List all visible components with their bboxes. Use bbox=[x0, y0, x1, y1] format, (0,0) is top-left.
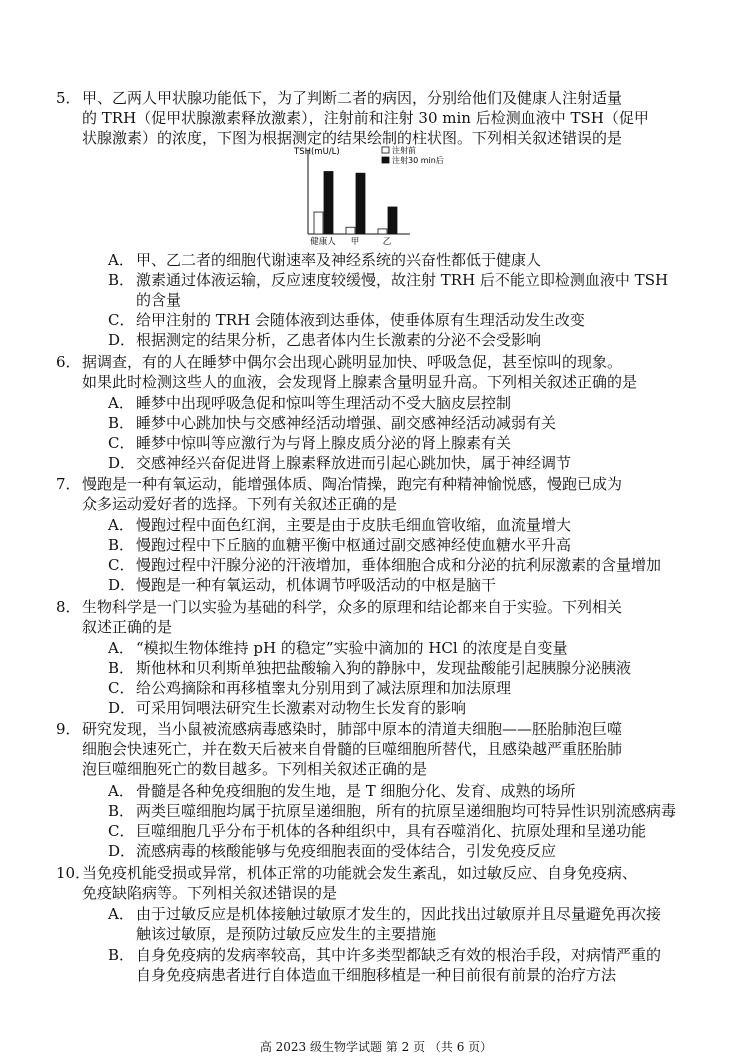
question-number: 9． bbox=[56, 720, 81, 738]
option-d[interactable] bbox=[108, 330, 688, 350]
question-line: 研究发现，当小鼠被流感病毒感染时，肺部中原本的清道夫细胞——胚胎肺泡巨噬 bbox=[82, 720, 623, 738]
option-key: B． bbox=[108, 271, 135, 289]
bar-after bbox=[356, 173, 365, 234]
option-text: 慢跑过程中面色红润，主要是由于皮肤毛细血管收缩，血流量增大 bbox=[136, 516, 572, 534]
legend-swatch-before bbox=[382, 147, 389, 153]
option-key: C． bbox=[108, 311, 135, 329]
option-d[interactable] bbox=[108, 841, 688, 861]
question-6 bbox=[56, 352, 682, 392]
question-line: 生物科学是一门以实验为基础的科学，众多的原理和结论都来自于实验。下列相关 bbox=[82, 598, 623, 616]
option-text: 流感病毒的核酸能够与免疫细胞表面的受体结合，引发免疫反应 bbox=[136, 842, 557, 860]
option-b[interactable] bbox=[108, 801, 688, 821]
y-axis-label: TSH(mU/L) bbox=[294, 147, 340, 157]
option-a[interactable] bbox=[108, 781, 688, 801]
option-key: B． bbox=[108, 659, 135, 677]
bar-before bbox=[346, 227, 355, 234]
option-text: 给甲注射的 TRH 会随体液到达垂体，使垂体原有生理活动发生改变 bbox=[136, 311, 585, 329]
option-text: 交感神经兴奋促进肾上腺素释放进而引起心跳加快，属于神经调节 bbox=[136, 454, 572, 472]
question-5-options bbox=[108, 250, 688, 350]
option-a[interactable] bbox=[108, 638, 688, 658]
option-key: B． bbox=[108, 536, 135, 554]
option-key: B． bbox=[108, 802, 135, 820]
option-b[interactable] bbox=[108, 535, 688, 555]
question-line: 如果此时检测这些人的血液，会发现肾上腺素含量明显升高。下列相关叙述正确的是 bbox=[82, 373, 638, 391]
option-text: 的含量 bbox=[136, 291, 182, 309]
option-text: 慢跑是一种有氧运动，机体调节呼吸活动的中枢是脑干 bbox=[136, 576, 497, 594]
option-text: 睡梦中心跳加快与交感神经活动增强、副交感神经活动减弱有关 bbox=[136, 414, 557, 432]
option-key: B． bbox=[108, 946, 135, 964]
option-key: D． bbox=[108, 576, 136, 594]
legend-label-before: 注射前 bbox=[392, 146, 416, 155]
question-number: 7． bbox=[56, 475, 81, 493]
bar-after bbox=[324, 172, 333, 234]
question-7 bbox=[56, 474, 682, 514]
question-8-options bbox=[108, 638, 688, 718]
option-text: 触该过敏原，是预防过敏反应发生的主要措施 bbox=[136, 925, 437, 943]
option-key: D． bbox=[108, 331, 136, 349]
question-line: 的 TRH（促甲状腺激素释放激素），注射前和注射 30 min 后检测血液中 TSH（促甲 bbox=[82, 109, 649, 127]
option-c[interactable] bbox=[108, 821, 688, 841]
question-line: 叙述正确的是 bbox=[82, 618, 173, 636]
option-text: 甲、乙二者的细胞代谢速率及神经系统的兴奋性都低于健康人 bbox=[136, 251, 542, 269]
question-line: 当免疫机能受损或异常，机体正常的功能就会发生紊乱，如过敏反应、自身免疫病、 bbox=[82, 864, 638, 882]
option-text: 睡梦中惊叫等应激行为与肾上腺皮质分泌的肾上腺素有关 bbox=[136, 434, 512, 452]
question-line: 甲、乙两人甲状腺功能低下，为了判断二者的病因，分别给他们及健康人注射适量 bbox=[82, 89, 623, 107]
option-key: A． bbox=[108, 251, 134, 269]
question-number: 6． bbox=[56, 353, 81, 371]
option-a[interactable] bbox=[108, 515, 688, 535]
option-key: A． bbox=[108, 782, 134, 800]
question-line: 慢跑是一种有氧运动，能增强体质、陶冶情操，跑完有种精神愉悦感，慢跑已成为 bbox=[82, 475, 623, 493]
tsh-bar-chart bbox=[292, 146, 472, 246]
option-key: D． bbox=[108, 699, 136, 717]
question-10-options bbox=[108, 904, 688, 985]
option-key: A． bbox=[108, 905, 134, 923]
option-c[interactable] bbox=[108, 678, 688, 698]
option-text: 由于过敏反应是机体接触过敏原才发生的，因此找出过敏原并且尽量避免再次接 bbox=[136, 905, 662, 923]
option-text: 骨髓是各种免疫细胞的发生地，是 T 细胞分化、发育、成熟的场所 bbox=[136, 782, 576, 800]
question-line: 泡巨噬细胞死亡的数目越多。下列相关叙述正确的是 bbox=[82, 760, 428, 778]
option-key: D． bbox=[108, 842, 136, 860]
question-10 bbox=[56, 863, 682, 903]
option-b[interactable] bbox=[108, 270, 688, 310]
option-d[interactable] bbox=[108, 575, 688, 595]
question-line: 免疫缺陷病等。下列相关叙述错误的是 bbox=[82, 884, 338, 902]
option-key: A． bbox=[108, 639, 134, 657]
option-text: 激素通过体液运输，反应速度较缓慢，故注射 TRH 后不能立即检测血液中 TSH bbox=[136, 271, 669, 289]
chart-bars bbox=[314, 172, 397, 234]
question-line: 据调查，有的人在睡梦中偶尔会出现心跳明显加快、呼吸急促，甚至惊叫的现象。 bbox=[82, 353, 623, 371]
question-line: 众多运动爱好者的选择。下列有关叙述正确的是 bbox=[82, 495, 398, 513]
option-text: 巨噬细胞几乎分布于机体的各种组织中，具有吞噬消化、抗原处理和呈递功能 bbox=[136, 822, 647, 840]
page-footer: 高 2023 级生物学试题 第 2 页 （共 6 页） bbox=[259, 1040, 493, 1054]
option-text: 慢跑过程中下丘脑的血糖平衡中枢通过副交感神经使血糖水平升高 bbox=[136, 536, 572, 554]
option-c[interactable] bbox=[108, 555, 688, 575]
option-key: D． bbox=[108, 454, 136, 472]
option-c[interactable] bbox=[108, 310, 688, 330]
question-number: 10． bbox=[56, 864, 91, 882]
bar-before bbox=[378, 229, 387, 234]
bar-before bbox=[314, 212, 323, 234]
option-b[interactable] bbox=[108, 945, 688, 985]
x-tick-label: 健康人 bbox=[310, 237, 336, 246]
question-number: 5． bbox=[56, 89, 81, 107]
bar-after bbox=[388, 207, 397, 234]
question-number: 8． bbox=[56, 598, 81, 616]
question-9-options bbox=[108, 781, 688, 861]
option-text: 睡梦中出现呼吸急促和惊叫等生理活动不受大脑皮层控制 bbox=[136, 394, 512, 412]
chart-legend bbox=[382, 146, 444, 165]
question-9 bbox=[56, 719, 682, 779]
option-text: 给公鸡摘除和再移植睾丸分别用到了减法原理和加法原理 bbox=[136, 679, 512, 697]
question-6-options bbox=[108, 393, 688, 473]
option-key: A． bbox=[108, 516, 134, 534]
option-key: C． bbox=[108, 556, 135, 574]
option-key: B． bbox=[108, 414, 135, 432]
option-text: 两类巨噬细胞均属于抗原呈递细胞，所有的抗原呈递细胞均可特异性识别流感病毒 bbox=[136, 802, 677, 820]
option-key: A． bbox=[108, 394, 134, 412]
option-a[interactable] bbox=[108, 250, 688, 270]
option-text: 斯他林和贝利斯单独把盐酸输入狗的静脉中，发现盐酸能引起胰腺分泌胰液 bbox=[136, 659, 632, 677]
legend-swatch-after bbox=[382, 157, 389, 163]
option-c[interactable] bbox=[108, 433, 688, 453]
question-line: 细胞会快速死亡，并在数天后被来自骨髓的巨噬细胞所替代，且感染越严重胚胎肺 bbox=[82, 740, 623, 758]
option-text: “模拟生物体维持 pH 的稳定”实验中滴加的 HCl 的浓度是自变量 bbox=[136, 639, 568, 657]
question-line: 状腺激素）的浓度，下图为根据测定的结果绘制的柱状图。下列相关叙述错误的是 bbox=[82, 129, 623, 147]
option-key: C． bbox=[108, 434, 135, 452]
option-text: 可采用饲喂法研究生长激素对动物生长发育的影响 bbox=[136, 699, 467, 717]
question-5 bbox=[56, 88, 682, 148]
option-a[interactable] bbox=[108, 904, 688, 944]
option-b[interactable] bbox=[108, 658, 688, 678]
option-d[interactable] bbox=[108, 698, 688, 718]
x-tick-label: 甲 bbox=[350, 237, 360, 246]
option-a[interactable] bbox=[108, 393, 688, 413]
x-tick-label: 乙 bbox=[382, 237, 392, 246]
legend-label-after: 注射30 min后 bbox=[392, 156, 444, 165]
option-text: 自身免疫病的发病率较高，其中许多类型都缺乏有效的根治手段，对病情严重的 bbox=[136, 946, 662, 964]
option-text: 根据测定的结果分析，乙患者体内生长激素的分泌不会受影响 bbox=[136, 331, 542, 349]
option-key: C． bbox=[108, 822, 135, 840]
question-7-options bbox=[108, 515, 688, 595]
option-b[interactable] bbox=[108, 413, 688, 433]
option-key: C． bbox=[108, 679, 135, 697]
option-d[interactable] bbox=[108, 453, 688, 473]
option-text: 自身免疫病患者进行自体造血干细胞移植是一种目前很有前景的治疗方法 bbox=[136, 966, 617, 984]
question-8 bbox=[56, 597, 682, 637]
chart-x-ticks bbox=[310, 236, 392, 246]
option-text: 慢跑过程中汗腺分泌的汗液增加，垂体细胞合成和分泌的抗利尿激素的含量增加 bbox=[136, 556, 662, 574]
